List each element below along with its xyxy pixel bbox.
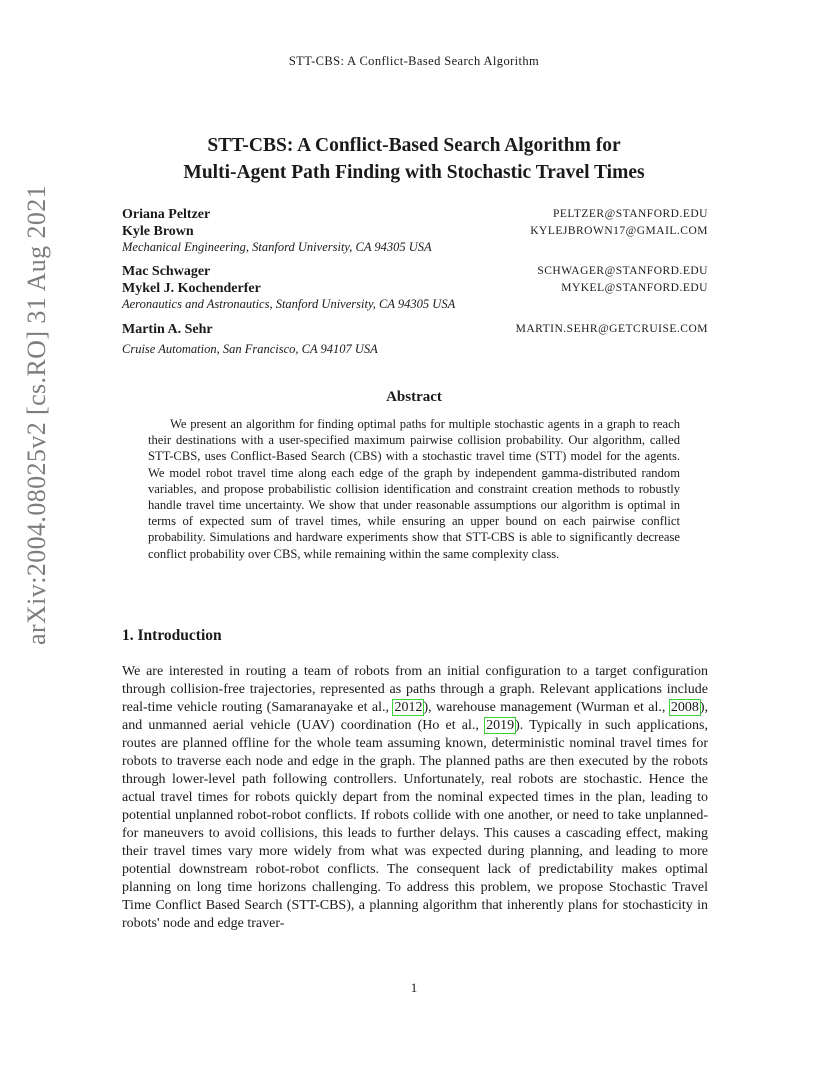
citation-link[interactable]: 2019 — [486, 718, 515, 733]
author-affiliation: Mechanical Engineering, Stanford University, CA 94305 USA — [122, 240, 432, 254]
author-row — [122, 223, 708, 240]
author-row — [122, 280, 708, 297]
running-head: STT-CBS: A Conflict-Based Search Algorithm — [288, 54, 540, 68]
section-heading: 1. Introduction — [122, 627, 222, 644]
intro-text: ), warehouse management (Wurman et al., — [423, 700, 670, 715]
author-row — [122, 206, 708, 223]
intro-text: ). Typically in such applications, routes are planned offline for the whole team assuming known, deterministic nominal travel times for robots to traverse each node and edge in the graph. The planned paths are then executed by the robots through lower-level path following controllers. Unfortunately, real robots are stochastic. Hence the actual travel times for robots quickly depart from the nominal expected times in the plan, leading to potential unplanned robot-robot conflicts. If robots collide with one another, or need to take unplanned-for maneuvers to avoid collisions, this leads to further delays. This causes a cascading effect, making their travel times vary more widely from what was expected during planning, and leading to more potential downstream robot-robot conflicts. The consequent lack of predictability makes optimal planning on long time horizons challenging. To address this problem, we propose Stochastic Travel Time Conflict Based Search (STT-CBS), a planning algorithm that inherently plans for stochasticity in robots' node and edge traver- — [122, 718, 709, 931]
abstract-body — [148, 416, 680, 562]
author-email: SCHWAGER@STANFORD.EDU — [537, 265, 708, 277]
author-affiliation: Cruise Automation, San Francisco, CA 94107 USA — [122, 342, 378, 356]
introduction-paragraph — [122, 663, 708, 933]
author-email: KYLEJBROWN17@GMAIL.COM — [530, 225, 708, 237]
author-name: Martin A. Sehr — [122, 322, 213, 337]
intro-text: ), and unmanned aerial vehicle (UAV) coordination (Ho et al., — [122, 700, 708, 733]
author-row — [122, 321, 708, 338]
author-name: Mac Schwager — [122, 264, 211, 279]
abstract-heading: Abstract — [386, 389, 442, 405]
paper-title — [0, 132, 828, 186]
author-affiliation: Aeronautics and Astronautics, Stanford University, CA 94305 USA — [122, 297, 456, 311]
arxiv-stamp: arXiv:2004.08025v2 [cs.RO] 31 Aug 2021 — [22, 184, 51, 645]
author-name: Kyle Brown — [122, 224, 194, 239]
page-number: 1 — [410, 980, 418, 995]
intro-text: We are interested in routing a team of robots from an initial configuration to a target configuration through collision-free trajectories, represented as paths through a graph. Relevant applications include real-time vehicle routing (Samaranayake et al., — [122, 664, 708, 715]
author-email: MYKEL@STANFORD.EDU — [561, 282, 708, 294]
citation-link[interactable]: 2012 — [394, 700, 423, 715]
author-email: MARTIN.SEHR@GETCRUISE.COM — [515, 323, 708, 335]
abstract-text: We present an algorithm for finding optimal paths for multiple stochastic agents in a graph to reach their destinations with a user-specified maximum pairwise collision probability. Our algorithm, called STT-CBS, uses Conflict-Based Search (CBS) with a stochastic travel time (STT) model for the agents. We model robot travel time along each edge of the graph by independent gamma-distributed random variables, and propose probabilistic collision identification and constraint creation methods to robustly handle travel time uncertainty. We show that under reasonable assumptions our algorithm is optimal in terms of expected sum of travel times, while ensuring an upper bound on each pairwise conflict probability. Simulations and hardware experiments show that STT-CBS is able to significantly decrease conflict probability over CBS, while remaining within the same complexity class. — [148, 417, 680, 561]
author-email: PELTZER@STANFORD.EDU — [552, 208, 708, 220]
introduction-body — [122, 663, 708, 933]
author-name: Mykel J. Kochenderfer — [122, 281, 261, 296]
author-row — [122, 263, 708, 280]
title-line-2: Multi-Agent Path Finding with Stochastic Travel Times — [183, 162, 645, 183]
author-name: Oriana Peltzer — [122, 207, 211, 222]
citation-link[interactable]: 2008 — [670, 700, 699, 715]
title-line-1: STT-CBS: A Conflict-Based Search Algorithm for — [207, 135, 621, 156]
